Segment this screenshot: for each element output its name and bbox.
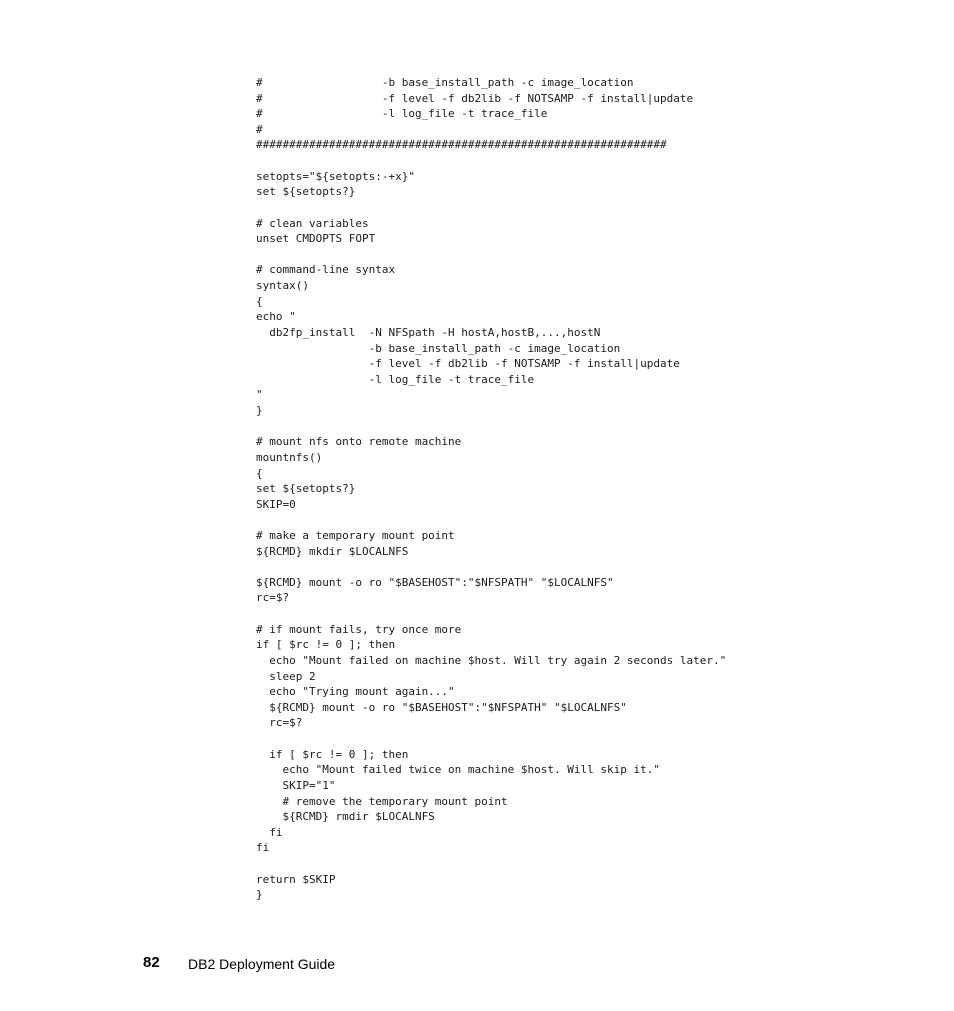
code-line: ${RCMD} mkdir $LOCALNFS: [256, 545, 409, 558]
code-line: echo ": [256, 310, 296, 323]
code-line: if [ $rc != 0 ]; then: [256, 748, 409, 761]
code-line: ${RCMD} rmdir $LOCALNFS: [256, 810, 435, 823]
code-line: # command-line syntax: [256, 263, 396, 276]
code-line: ${RCMD} mount -o ro "$BASEHOST":"$NFSPATH" "$LOCALNFS": [256, 701, 627, 714]
code-line: syntax(): [256, 279, 309, 292]
code-line: db2fp_install -N NFSpath -H hostA,hostB,...,hostN: [256, 326, 601, 339]
page-footer: [143, 954, 743, 974]
running-title: DB2 Deployment Guide: [188, 956, 336, 972]
code-line: setopts="${setopts:-+x}": [256, 170, 415, 183]
code-line: unset CMDOPTS FOPT: [256, 232, 376, 245]
code-line: rc=$?: [256, 591, 290, 604]
code-line: # make a temporary mount point: [256, 529, 455, 542]
code-line: if [ $rc != 0 ]; then: [256, 638, 396, 651]
code-line: ": [256, 388, 263, 401]
code-line: # -f level -f db2lib -f NOTSAMP -f install|update: [256, 92, 694, 105]
code-line: # mount nfs onto remote machine: [256, 435, 462, 448]
code-line: mountnfs(): [256, 451, 323, 464]
code-line: SKIP=0: [256, 498, 296, 511]
code-line: sleep 2: [256, 670, 316, 683]
code-line: ##############################################################: [256, 138, 667, 151]
code-line: echo "Mount failed on machine $host. Will try again 2 seconds later.": [256, 654, 727, 667]
code-line: -l log_file -t trace_file: [256, 373, 535, 386]
code-line: -b base_install_path -c image_location: [256, 342, 621, 355]
code-line: {: [256, 295, 263, 308]
code-line: #: [256, 123, 263, 136]
code-listing: [256, 75, 936, 905]
code-line: rc=$?: [256, 716, 303, 729]
code-line: }: [256, 404, 263, 417]
code-line: # remove the temporary mount point: [256, 795, 508, 808]
code-line: echo "Mount failed twice on machine $host. Will skip it.": [256, 763, 660, 776]
code-line: set ${setopts?}: [256, 482, 356, 495]
code-line: return $SKIP: [256, 873, 336, 886]
code-line: fi: [256, 826, 283, 839]
code-line: # -b base_install_path -c image_location: [256, 76, 634, 89]
page-number: 82: [143, 954, 160, 971]
code-line: -f level -f db2lib -f NOTSAMP -f install|update: [256, 357, 680, 370]
code-line: {: [256, 467, 263, 480]
code-line: SKIP="1": [256, 779, 336, 792]
code-line: # -l log_file -t trace_file: [256, 107, 548, 120]
code-line: ${RCMD} mount -o ro "$BASEHOST":"$NFSPATH" "$LOCALNFS": [256, 576, 614, 589]
code-line: # if mount fails, try once more: [256, 623, 462, 636]
code-line: echo "Trying mount again...": [256, 685, 455, 698]
code-line: fi: [256, 841, 270, 854]
code-line: }: [256, 888, 263, 901]
code-line: # clean variables: [256, 217, 369, 230]
code-line: set ${setopts?}: [256, 185, 356, 198]
